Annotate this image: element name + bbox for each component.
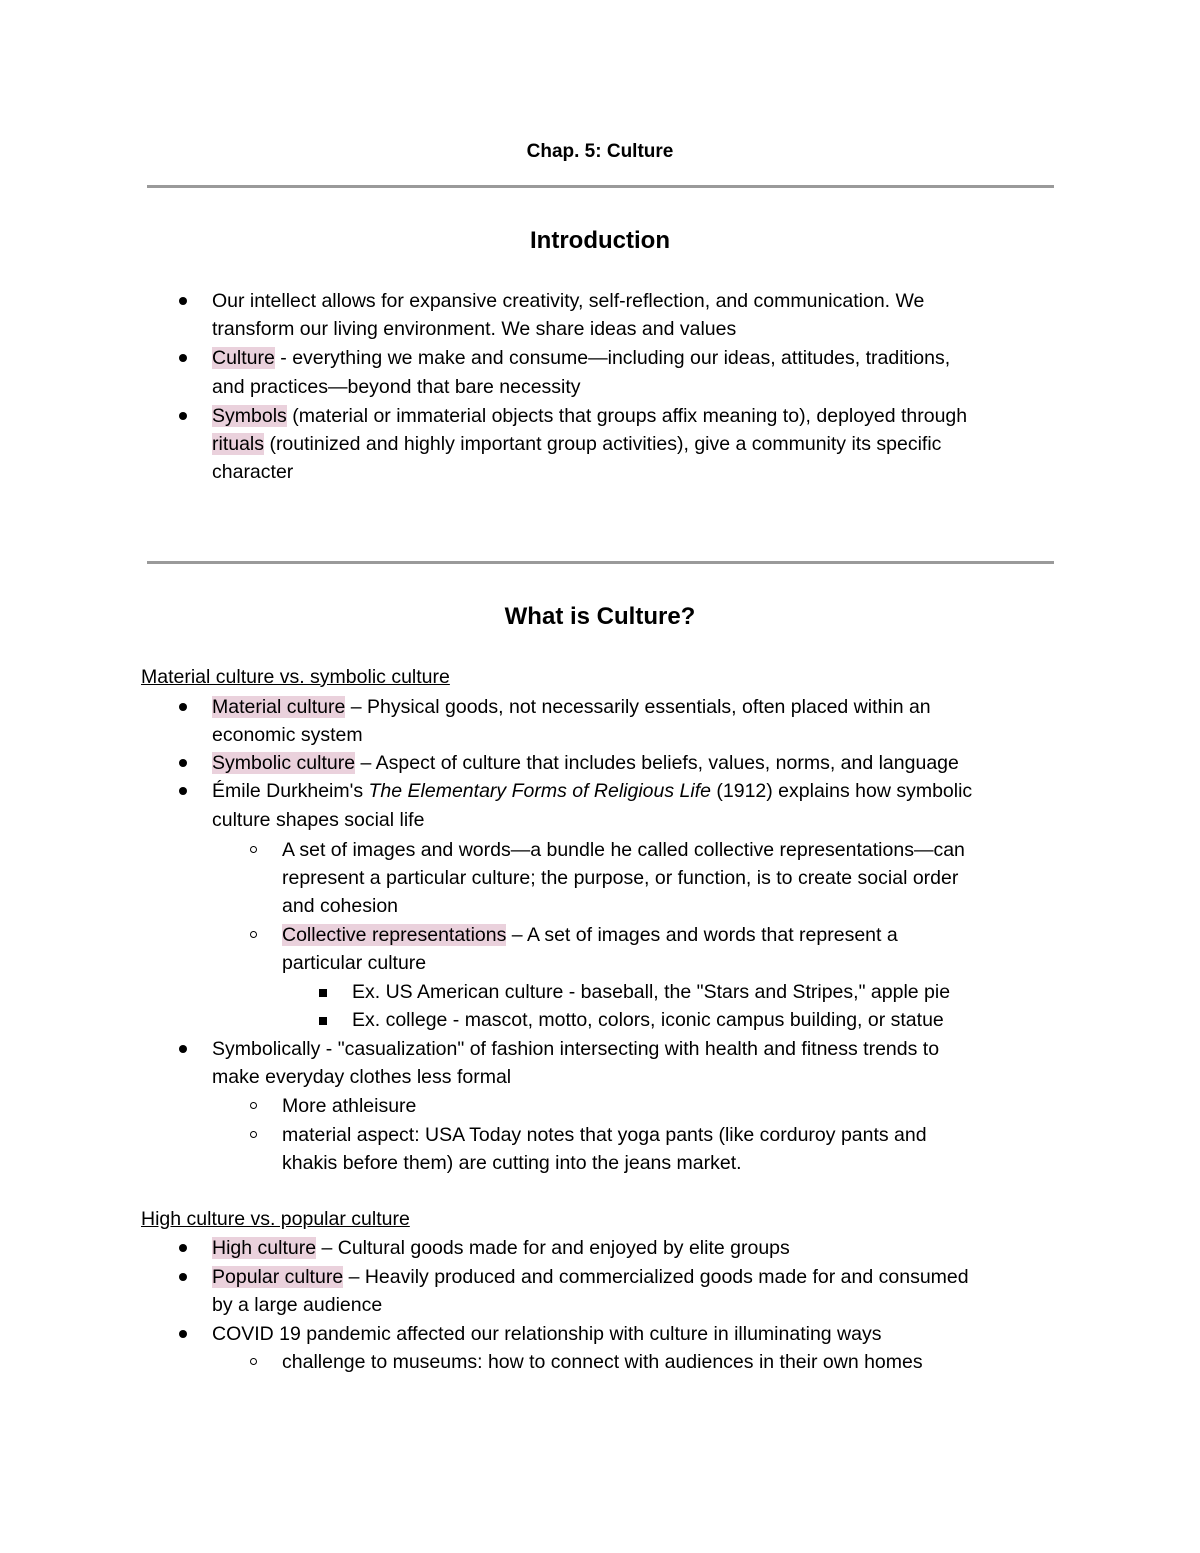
definition-text: – Aspect of culture that includes beliefs, values, norms, and language [355,752,959,774]
bullet-icon [179,703,187,711]
list-item-text: and practices—beyond that bare necessity [212,376,581,398]
square-bullet-icon [319,1017,327,1025]
list-item-text [212,1263,969,1291]
list-item-text: COVID 19 pandemic affected our relationship with culture in illuminating ways [212,1323,882,1345]
list-item-text [282,921,898,949]
definition-text: – Heavily produced and commercialized goods made for and consumed [343,1266,969,1288]
definition-text: - everything we make and consume—including our ideas, attitudes, traditions, [274,347,951,369]
hollow-bullet-icon [250,1102,257,1109]
highlighted-term: Popular culture [212,1266,344,1288]
highlighted-term: Symbols [212,405,287,427]
list-item-text: Symbolically - "casualization" of fashion intersecting with health and fitness trends to [212,1038,940,1060]
bullet-icon [179,1330,187,1338]
highlighted-term: rituals [212,433,265,455]
list-item-text: Our intellect allows for expansive creativity, self-reflection, and communication. We [212,290,925,312]
page-title: Chap. 5: Culture [526,141,674,162]
bullet-icon [179,1045,187,1053]
list-item-text: particular culture [282,952,427,974]
list-item-text: khakis before them) are cutting into the jeans market. [282,1152,742,1174]
list-item-text [212,1234,790,1262]
subheading-material-vs-symbolic: Material culture vs. symbolic culture [141,666,450,688]
hollow-bullet-icon [250,931,257,938]
list-item-text: make everyday clothes less formal [212,1066,512,1088]
subheading-high-vs-popular: High culture vs. popular culture [141,1208,410,1230]
highlighted-term: Material culture [212,696,346,718]
hollow-bullet-icon [250,1358,257,1365]
list-item-text [212,344,950,372]
bullet-icon [179,354,187,362]
bullet-icon [179,297,187,305]
section-heading-introduction: Introduction [530,227,670,254]
horizontal-rule [147,561,1054,564]
hollow-bullet-icon [250,1131,257,1138]
list-item-text [212,430,941,458]
definition-text: – Cultural goods made for and enjoyed by elite groups [316,1237,790,1259]
list-item-text: economic system [212,724,363,746]
definition-text: (material or immaterial objects that groups affix meaning to), deployed through [286,405,968,427]
bullet-icon [179,1244,187,1252]
list-item-text [212,693,931,721]
list-item-text: A set of images and words—a bundle he called collective representations—can [282,839,965,861]
highlighted-term: High culture [212,1237,317,1259]
list-item-text: material aspect: USA Today notes that yoga pants (like corduroy pants and [282,1124,927,1146]
list-item-text: represent a particular culture; the purpose, or function, is to create social order [282,867,959,889]
square-bullet-icon [319,989,327,997]
bullet-icon [179,759,187,767]
definition-text: (routinized and highly important group activities), give a community its specific [264,433,942,455]
list-item-text: More athleisure [282,1095,417,1117]
list-item-text: Ex. US American culture - baseball, the "Stars and Stripes," apple pie [352,981,951,1003]
list-item-text [212,402,967,430]
horizontal-rule [147,185,1054,188]
bullet-icon [179,1273,187,1281]
list-item-text [212,749,959,777]
highlighted-term: Collective representations [282,924,507,946]
text-span: (1912) explains how symbolic [710,780,973,802]
bullet-icon [179,412,187,420]
list-item-text: culture shapes social life [212,809,425,831]
definition-text: – A set of images and words that represent a [506,924,898,946]
list-item-text: challenge to museums: how to connect with audiences in their own homes [282,1351,923,1373]
list-item-text: and cohesion [282,895,399,917]
definition-text: – Physical goods, not necessarily essentials, often placed within an [345,696,931,718]
list-item-text: transform our living environment. We share ideas and values [212,318,737,340]
text-span: Émile Durkheim's [212,780,369,802]
list-item-text: character [212,461,294,483]
highlighted-term: Symbolic culture [212,752,356,774]
section-heading-what-is-culture: What is Culture? [504,603,696,630]
book-title: The Elementary Forms of Religious Life [368,780,711,802]
hollow-bullet-icon [250,846,257,853]
list-item-text [212,777,972,805]
list-item-text: Ex. college - mascot, motto, colors, iconic campus building, or statue [352,1009,944,1031]
highlighted-term: Culture [212,347,275,369]
list-item-text: by a large audience [212,1294,383,1316]
bullet-icon [179,787,187,795]
